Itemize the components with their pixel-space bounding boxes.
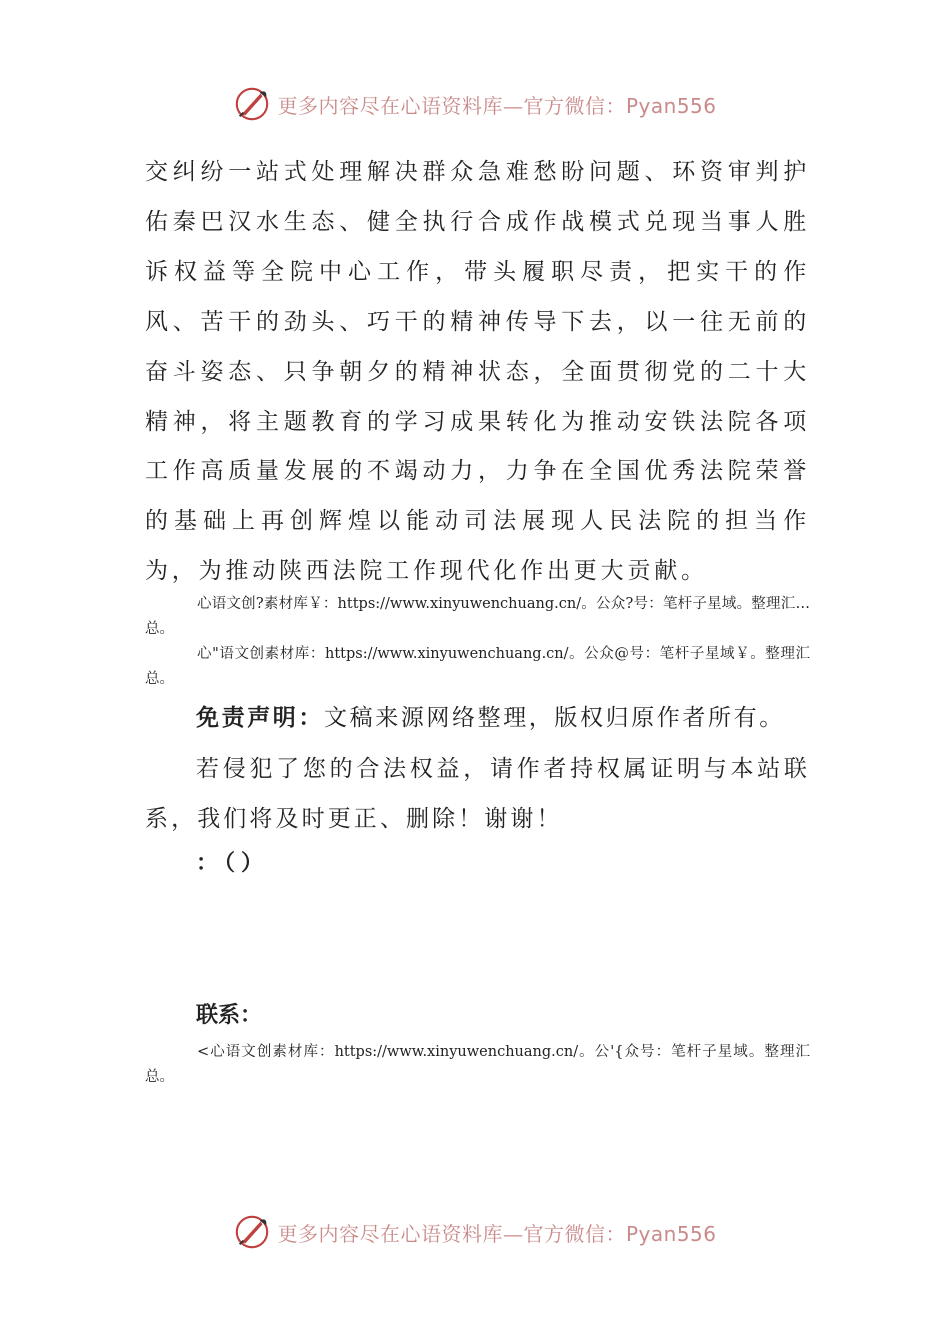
header-banner bbox=[0, 82, 950, 126]
banner-contact: Pyan556 bbox=[625, 1221, 717, 1246]
disclaimer-text: 文稿来源网络整理，版权归原作者所有。 bbox=[324, 705, 785, 731]
source-note-3: <心语文创素材库：https://www.xinyuwenchuang.cn/。公'{众号：笔杆子星域。整理汇总。 bbox=[145, 1044, 810, 1085]
contact-label: 联系： bbox=[196, 1003, 263, 1028]
disclaimer-label: 免责声明： bbox=[196, 705, 324, 731]
source-note-1: 心语文创?素材库￥：https://www.xinyuwenchuang.cn/。公众?号：笔杆子星域。整理汇…总。 bbox=[145, 596, 810, 637]
body-paragraph: 交纠纷一站式处理解决群众急难愁盼问题、环资审判护佑秦巴汉水生态、健全执行合成作战模式兑现当事人胜诉权益等全院中心工作，带头履职尽责，把实干的作风、苦干的劲头、巧干的精神传导下去，以一往无前的奋斗姿态、只争朝夕的精神状态，全面贯彻党的二十大精神，将主题教育的学习成果转化为推动安铁法院各项工作高质量发展的不竭动力，力争在全国优秀法院荣誉的基础上再创辉煌以能动司法展现人民法院的担当作为，为推动陕西法院工作现代化作出更大贡献。 bbox=[145, 159, 810, 585]
banner-text: 更多内容尽在心语资料库—官方微信：Pyan556 bbox=[277, 1221, 717, 1246]
banner-contact: Pyan556 bbox=[625, 93, 717, 118]
footer-banner bbox=[0, 1210, 950, 1254]
disclaimer-contact-text: 若侵犯了您的合法权益，请作者持权属证明与本站联系，我们将及时更正、删除！谢谢！ bbox=[145, 756, 810, 832]
source-note-2: 心"语文创素材库：https://www.xinyuwenchuang.cn/。公众@号：笔杆子星域￥。整理汇总。 bbox=[145, 646, 810, 687]
disclaimer-line bbox=[145, 693, 810, 743]
quill-pen-circle-icon bbox=[233, 1213, 271, 1251]
quill-pen-circle-icon bbox=[233, 85, 271, 123]
colon-paren-line: ：（） bbox=[196, 851, 270, 876]
banner-text: 更多内容尽在心语资料库—官方微信：Pyan556 bbox=[277, 93, 717, 118]
